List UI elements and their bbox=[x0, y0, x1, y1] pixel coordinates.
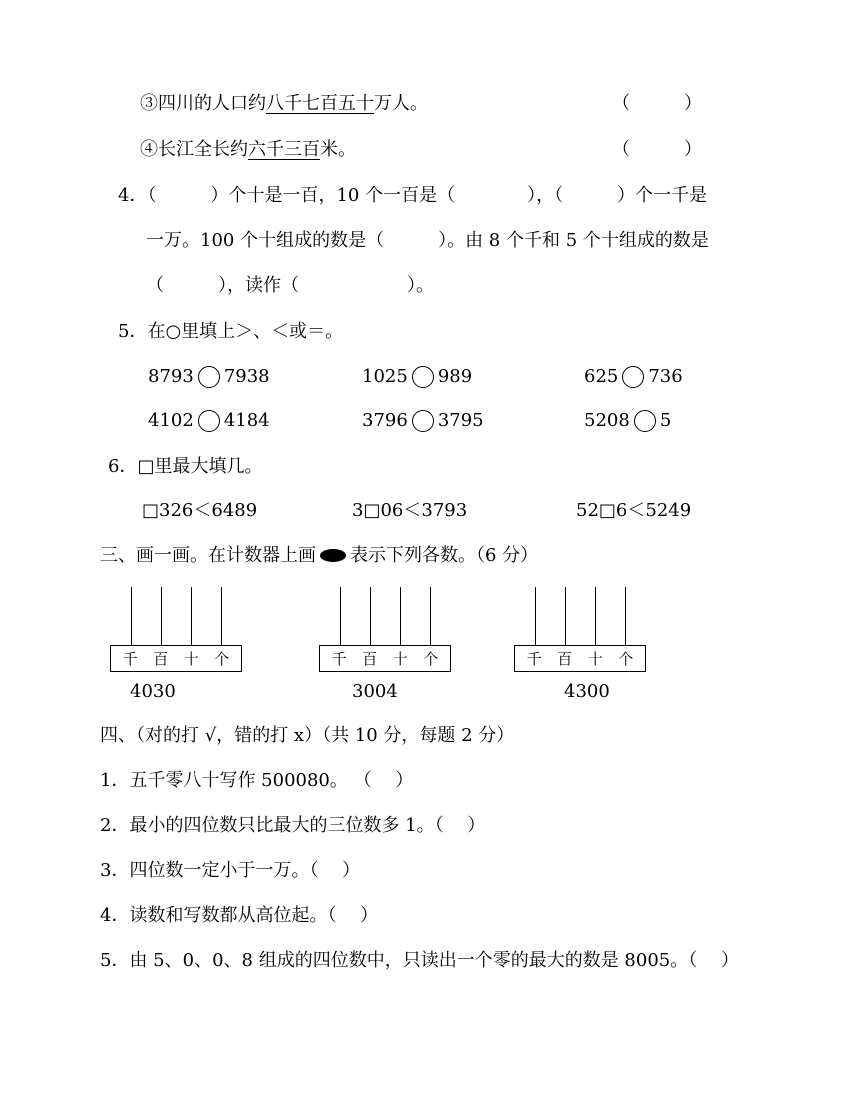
place-label-tens: 十 bbox=[587, 650, 603, 668]
q5-compare-5 bbox=[362, 409, 484, 433]
q5-compare-4-left: 4102 bbox=[148, 410, 194, 431]
abacus-3[interactable] bbox=[514, 587, 646, 672]
section3-title-before: 三、画一画。在计数器上画 bbox=[100, 545, 316, 566]
tf-item-5[interactable]: 5．由 5、0、0、8 组成的四位数中，只读出一个零的最大的数是 8005。（ ） bbox=[100, 950, 739, 971]
abacus-1[interactable] bbox=[110, 587, 242, 672]
compare-circle[interactable] bbox=[198, 410, 220, 432]
abacus-base bbox=[110, 645, 242, 672]
q5-compare-6-right: 5 bbox=[659, 410, 672, 431]
q5-compare-5-left: 3796 bbox=[362, 410, 408, 431]
q6-item-2[interactable]: 3□06＜3793 bbox=[352, 500, 468, 521]
place-label-ones: 个 bbox=[618, 650, 634, 668]
q5-compare-3-right: 736 bbox=[648, 366, 683, 387]
rod-hundreds[interactable] bbox=[161, 587, 162, 645]
q4-line-3: （ ），读作（ ）。 bbox=[146, 275, 434, 296]
place-label-thousands: 千 bbox=[526, 650, 542, 668]
q3-item-4-suffix: 米。 bbox=[320, 139, 356, 160]
rod-ones[interactable] bbox=[430, 587, 431, 645]
rod-tens[interactable] bbox=[400, 587, 401, 645]
q5-compare-3 bbox=[584, 365, 683, 389]
place-label-ones: 个 bbox=[423, 650, 439, 668]
place-label-hundreds: 百 bbox=[362, 650, 378, 668]
q3-item-4 bbox=[140, 138, 356, 162]
place-label-tens: 十 bbox=[183, 650, 199, 668]
compare-circle[interactable] bbox=[412, 366, 434, 388]
place-label-thousands: 千 bbox=[331, 650, 347, 668]
place-label-hundreds: 百 bbox=[557, 650, 573, 668]
rod-hundreds[interactable] bbox=[565, 587, 566, 645]
q5-compare-1-right: 7938 bbox=[223, 366, 270, 387]
q5-compare-6-left: 5208 bbox=[584, 410, 630, 431]
rod-tens[interactable] bbox=[595, 587, 596, 645]
bead-icon bbox=[320, 549, 346, 562]
rod-ones[interactable] bbox=[221, 587, 222, 645]
q5-compare-4 bbox=[148, 409, 270, 433]
section3-title-after: 表示下列各数。（6 分） bbox=[350, 545, 539, 566]
q3-item-4-underlined: 六千三百 bbox=[248, 139, 320, 160]
abacus-1-number: 4030 bbox=[130, 681, 176, 702]
place-label-hundreds: 百 bbox=[153, 650, 169, 668]
section3-title bbox=[100, 544, 538, 568]
q3-item-3-prefix: ③四川的人口约 bbox=[140, 93, 266, 114]
abacus-base bbox=[514, 645, 646, 672]
abacus-2[interactable] bbox=[319, 587, 451, 672]
q5-compare-2-right: 989 bbox=[437, 366, 473, 387]
q6-item-3[interactable]: 52□6＜5249 bbox=[576, 500, 692, 521]
place-label-tens: 十 bbox=[392, 650, 408, 668]
q3-item-3-underlined: 八千七百五十 bbox=[266, 93, 374, 114]
abacus-base bbox=[319, 645, 451, 672]
q5-compare-5-right: 3795 bbox=[437, 410, 484, 431]
q5-compare-3-left: 625 bbox=[584, 366, 619, 387]
compare-circle[interactable] bbox=[412, 410, 434, 432]
q5-compare-6 bbox=[584, 409, 671, 433]
q6-title: 6．□里最大填几。 bbox=[108, 456, 263, 477]
place-label-thousands: 千 bbox=[122, 650, 138, 668]
abacus-2-number: 3004 bbox=[352, 681, 398, 702]
rod-thousands[interactable] bbox=[535, 587, 536, 645]
rod-thousands[interactable] bbox=[340, 587, 341, 645]
q5-compare-2 bbox=[362, 365, 472, 389]
q4-line-1: 4．（ ）个十是一百，10 个一百是（ ），（ ）个一千是 bbox=[118, 185, 708, 206]
rod-thousands[interactable] bbox=[131, 587, 132, 645]
q3-item-3-suffix: 万人。 bbox=[374, 93, 428, 114]
q5-compare-1 bbox=[148, 365, 270, 389]
q3-item-4-prefix: ④长江全长约 bbox=[140, 139, 248, 160]
section4-title: 四、（对的打 √，错的打 x）（共 10 分，每题 2 分） bbox=[100, 725, 515, 746]
q4-line-2: 一万。100 个十组成的数是（ ）。由 8 个千和 5 个十组成的数是 bbox=[146, 230, 709, 251]
q3-item-3 bbox=[140, 92, 428, 116]
rod-ones[interactable] bbox=[625, 587, 626, 645]
compare-circle[interactable] bbox=[198, 366, 220, 388]
tf-item-2[interactable]: 2．最小的四位数只比最大的三位数多 1。（ ） bbox=[100, 815, 486, 836]
rod-hundreds[interactable] bbox=[370, 587, 371, 645]
q3-item-3-answer-blank[interactable]: （ ） bbox=[612, 93, 702, 114]
tf-item-3[interactable]: 3．四位数一定小于一万。（ ） bbox=[100, 860, 361, 881]
rod-tens[interactable] bbox=[191, 587, 192, 645]
place-label-ones: 个 bbox=[214, 650, 230, 668]
q5-compare-2-left: 1025 bbox=[362, 366, 408, 387]
compare-circle[interactable] bbox=[634, 410, 656, 432]
abacus-3-number: 4300 bbox=[564, 681, 610, 702]
tf-item-4[interactable]: 4．读数和写数都从高位起。（ ） bbox=[100, 905, 379, 926]
q3-item-4-answer-blank[interactable]: （ ） bbox=[612, 139, 702, 160]
q5-compare-4-right: 4184 bbox=[223, 410, 270, 431]
q5-compare-1-left: 8793 bbox=[148, 366, 194, 387]
tf-item-1[interactable]: 1．五千零八十写作 500080。 （ ） bbox=[100, 770, 414, 791]
q6-item-1[interactable]: □326＜6489 bbox=[142, 500, 258, 521]
q5-title: 5．在○里填上＞、＜或＝。 bbox=[118, 321, 344, 342]
compare-circle[interactable] bbox=[622, 366, 644, 388]
